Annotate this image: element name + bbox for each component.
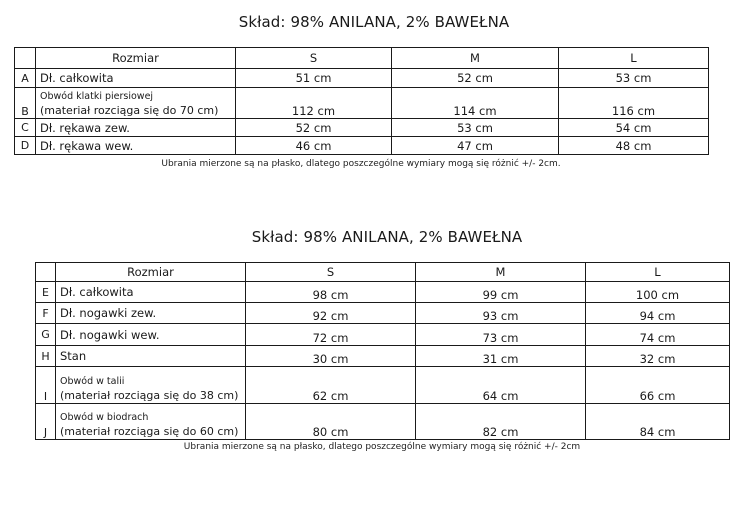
row-value-s: 30 cm xyxy=(246,346,416,367)
table-row xyxy=(15,69,709,88)
row-letter: F xyxy=(36,303,56,324)
row-value-m: 31 cm xyxy=(416,346,586,367)
row-letter: J xyxy=(36,404,56,440)
row-label xyxy=(36,88,236,119)
row-value-m: 64 cm xyxy=(416,367,586,404)
row-value-s: 92 cm xyxy=(246,303,416,324)
row-label: Dł. nogawki zew. xyxy=(56,303,246,324)
table1-header-row xyxy=(15,48,709,69)
table-row xyxy=(15,88,709,119)
row-value-l: 74 cm xyxy=(586,324,730,346)
table1-measurement-note: Ubrania mierzone są na płasko, dlatego poszczególne wymiary mogą się różnić +/- 2cm. xyxy=(161,159,561,169)
row-value-l: 32 cm xyxy=(586,346,730,367)
row-letter: G xyxy=(36,324,56,346)
table2-header-size-m: M xyxy=(416,263,586,282)
row-letter: B xyxy=(15,88,36,119)
table-row xyxy=(36,303,730,324)
table-row xyxy=(36,324,730,346)
row-value-l: 84 cm xyxy=(586,404,730,440)
row-label-sub: (materiał rozciąga się do 38 cm) xyxy=(60,389,239,402)
row-value-m: 114 cm xyxy=(392,88,559,119)
table2-header-corner xyxy=(36,263,56,282)
row-label-main: Obwód w talii xyxy=(60,376,125,387)
table2-title: Skład: 98% ANILANA, 2% BAWEŁNA xyxy=(251,228,523,246)
row-value-s: 112 cm xyxy=(236,88,392,119)
row-label-sub: (materiał rozciąga się do 70 cm) xyxy=(40,104,219,117)
row-label: Dł. całkowita xyxy=(36,69,236,88)
row-value-l: 100 cm xyxy=(586,282,730,303)
table2-measurement-note: Ubrania mierzone są na płasko, dlatego poszczególne wymiary mogą się różnić +/- 2cm xyxy=(183,442,581,452)
row-value-s: 51 cm xyxy=(236,69,392,88)
row-label-main: Obwód w biodrach xyxy=(60,412,149,423)
table1-header-size-s: S xyxy=(236,48,392,69)
row-letter: C xyxy=(15,119,36,137)
row-label: Stan xyxy=(56,346,246,367)
row-label-sub: (materiał rozciąga się do 60 cm) xyxy=(60,425,239,438)
table1-header-corner xyxy=(15,48,36,69)
row-value-s: 46 cm xyxy=(236,137,392,155)
table1-header-size-m: M xyxy=(392,48,559,69)
row-label-main: Obwód klatki piersiowej xyxy=(40,91,154,102)
row-value-s: 98 cm xyxy=(246,282,416,303)
row-value-s: 62 cm xyxy=(246,367,416,404)
row-letter: A xyxy=(15,69,36,88)
row-value-m: 53 cm xyxy=(392,119,559,137)
table-row xyxy=(36,367,730,404)
row-label: Dł. całkowita xyxy=(56,282,246,303)
row-value-l: 66 cm xyxy=(586,367,730,404)
row-letter: I xyxy=(36,367,56,404)
table-row xyxy=(36,404,730,440)
row-label xyxy=(56,404,246,440)
table2-header-size-l: L xyxy=(586,263,730,282)
table-row xyxy=(15,137,709,155)
row-letter: E xyxy=(36,282,56,303)
table1-title: Skład: 98% ANILANA, 2% BAWEŁNA xyxy=(238,13,510,31)
table-row xyxy=(36,282,730,303)
row-value-s: 80 cm xyxy=(246,404,416,440)
row-value-m: 47 cm xyxy=(392,137,559,155)
row-value-m: 73 cm xyxy=(416,324,586,346)
table-row xyxy=(15,119,709,137)
table1-size-chart xyxy=(14,47,709,155)
row-value-m: 82 cm xyxy=(416,404,586,440)
table2-size-chart xyxy=(35,262,730,440)
row-label: Dł. nogawki wew. xyxy=(56,324,246,346)
row-value-l: 116 cm xyxy=(559,88,709,119)
table2-header-label: Rozmiar xyxy=(56,263,246,282)
row-value-l: 48 cm xyxy=(559,137,709,155)
row-letter: D xyxy=(15,137,36,155)
table2-header-row xyxy=(36,263,730,282)
row-label xyxy=(56,367,246,404)
table1-header-label: Rozmiar xyxy=(36,48,236,69)
row-value-l: 54 cm xyxy=(559,119,709,137)
table2-header-size-s: S xyxy=(246,263,416,282)
row-value-s: 72 cm xyxy=(246,324,416,346)
table-row xyxy=(36,346,730,367)
table1-header-size-l: L xyxy=(559,48,709,69)
row-value-s: 52 cm xyxy=(236,119,392,137)
row-value-l: 94 cm xyxy=(586,303,730,324)
row-label: Dł. rękawa wew. xyxy=(36,137,236,155)
row-value-m: 93 cm xyxy=(416,303,586,324)
row-value-l: 53 cm xyxy=(559,69,709,88)
row-value-m: 52 cm xyxy=(392,69,559,88)
row-value-m: 99 cm xyxy=(416,282,586,303)
row-label: Dł. rękawa zew. xyxy=(36,119,236,137)
row-letter: H xyxy=(36,346,56,367)
